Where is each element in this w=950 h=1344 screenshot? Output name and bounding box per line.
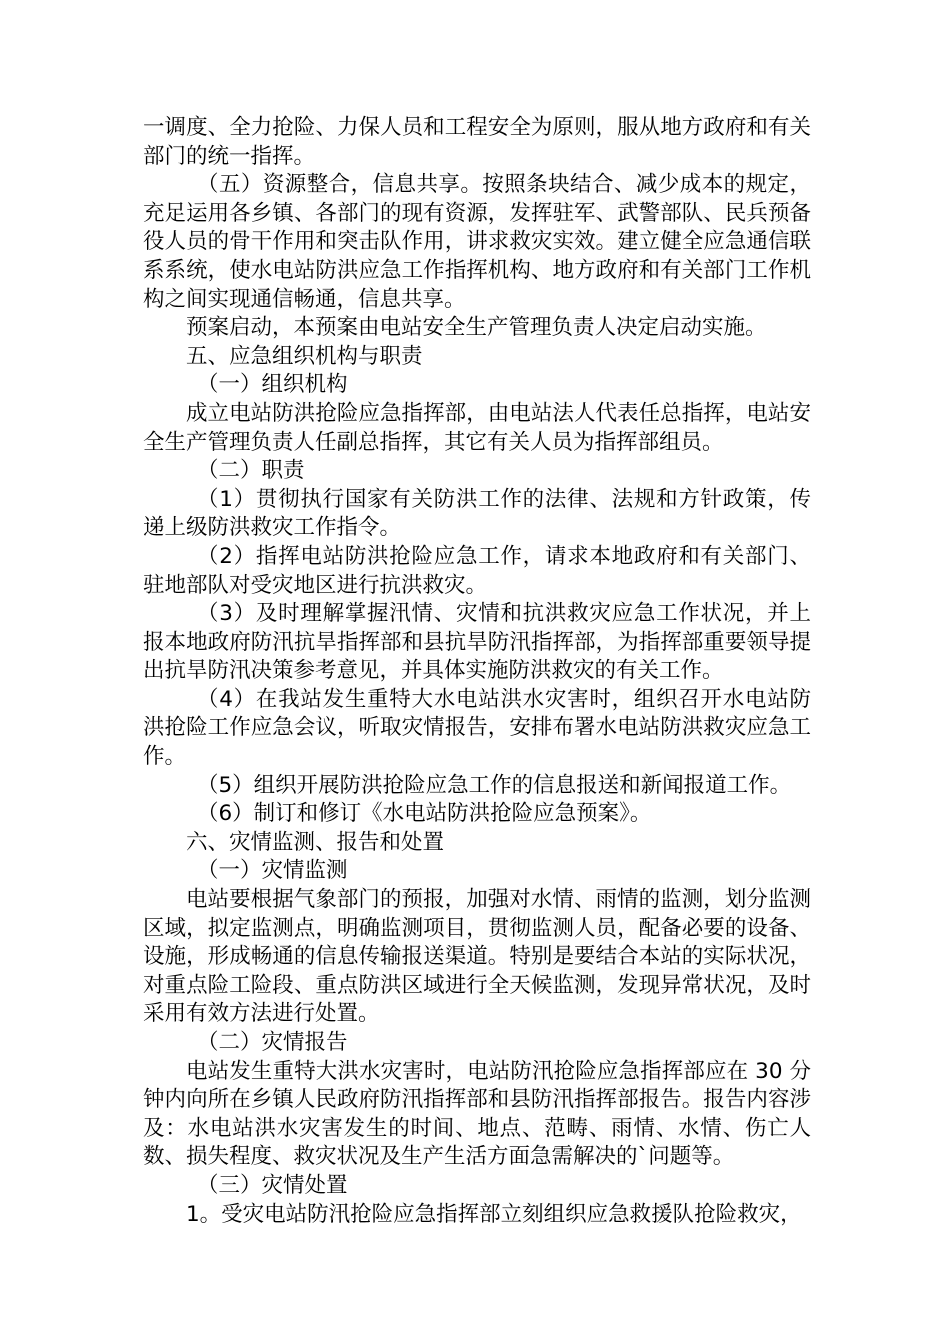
paragraph: 1。受灾电站防汛抢险应急指挥部立刻组织应急救援队抢险救灾， bbox=[186, 1201, 802, 1227]
paragraph: （五）资源整合，信息共享。按照条块结合、减少成本的规定，充足运用各乡镇、各部门的现有资源，发挥驻军、武警部队、民兵预备役人员的骨干作用和突击队作用，讲求救灾实效。建立健全应急通信联系系统，使水电站防洪应急工作指挥机构、地方政府和有关部门工作机构之间实现通信畅通，信息共享。 bbox=[143, 172, 811, 312]
list-item: （1）贯彻执行国家有关防洪工作的法律、法规和方针政策，传递上级防洪救灾工作指令。 bbox=[143, 486, 811, 541]
list-item: （5）组织开展防洪抢险应急工作的信息报送和新闻报道工作。 bbox=[197, 772, 792, 798]
list-item: （3）及时理解掌握汛情、灾情和抗洪救灾应急工作状况，并上报本地政府防汛抗旱指挥部和县抗旱防汛指挥部，为指挥部重要领导提出抗旱防汛决策参考意见，并具体实施防洪救灾的有关工作。 bbox=[143, 601, 811, 684]
subsection-heading: （二）灾情报告 bbox=[197, 1030, 348, 1055]
list-item: （4）在我站发生重特大水电站洪水灾害时，组织召开水电站防洪抢险工作应急会议，听取灾情报告，安排布署水电站防洪救灾应急工作。 bbox=[143, 686, 811, 770]
subsection-heading: （一）灾情监测 bbox=[197, 858, 348, 884]
subsection-heading: （一）组织机构 bbox=[197, 372, 348, 398]
paragraph: 预案启动，本预案由电站安全生产管理负责人决定启动实施。 bbox=[186, 315, 767, 341]
section-heading: 六、灾情监测、报告和处置 bbox=[186, 829, 445, 855]
document-body bbox=[143, 114, 811, 1229]
paragraph: 电站要根据气象部门的预报，加强对水情、雨情的监测，划分监测区域，拟定监测点，明确监测项目，贯彻监测人员，配备必要的设备、设施，形成畅通的信息传输报送渠道。特别是要结合本站的实际状况，对重点险工险段、重点防洪区域进行全天候监测，发现异常状况，及时采用有效方法进行处置。 bbox=[143, 887, 811, 1027]
list-item: （2）指挥电站防洪抢险应急工作，请求本地政府和有关部门、驻地部队对受灾地区进行抗洪救灾。 bbox=[143, 543, 811, 598]
subsection-heading: （二）职责 bbox=[197, 458, 305, 484]
section-heading: 五、应急组织机构与职责 bbox=[186, 343, 423, 369]
subsection-heading: （三）灾情处置 bbox=[197, 1172, 348, 1198]
paragraph: 一调度、全力抢险、力保人员和工程安全为原则，服从地方政府和有关部门的统一指挥。 bbox=[143, 115, 811, 169]
list-item: （6）制订和修订《水电站防洪抢险应急预案》。 bbox=[197, 801, 652, 827]
paragraph: 电站发生重特大洪水灾害时，电站防汛抢险应急指挥部应在 30 分钟内向所在乡镇人民政府防汛指挥部和县防汛指挥部报告。报告内容涉及：水电站洪水灾害发生的时间、地点、范畴、雨情、水情、伤亡人数、损失程度、救灾状况及生产生活方面急需解决的`问题等。 bbox=[143, 1058, 811, 1170]
paragraph: 成立电站防洪抢险应急指挥部，由电站法人代表任总指挥，电站安全生产管理负责人任副总指挥，其它有关人员为指挥部组员。 bbox=[143, 400, 811, 455]
